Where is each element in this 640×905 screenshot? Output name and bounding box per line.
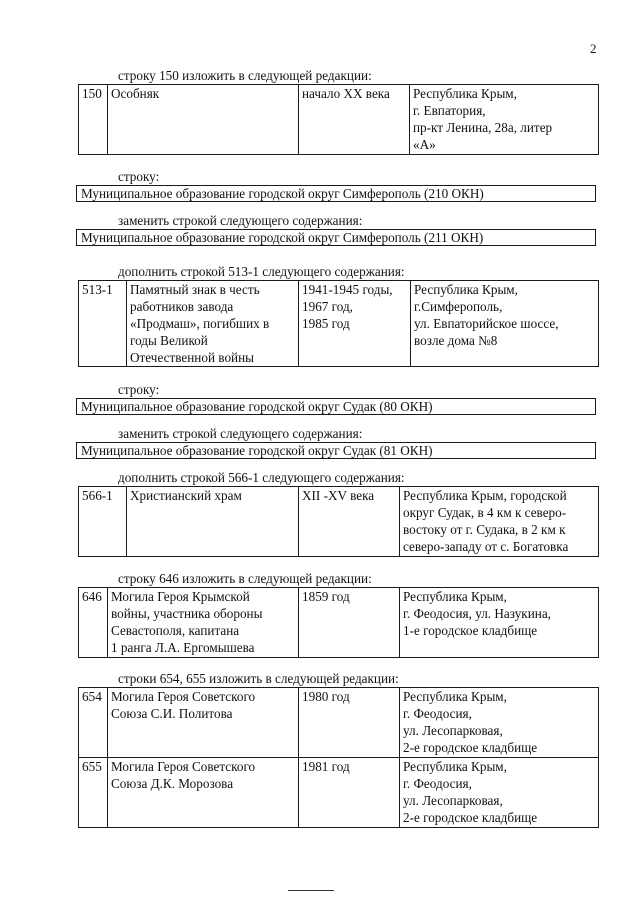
- intro-rows-654-655: строки 654, 655 изложить в следующей редакции:: [118, 671, 399, 686]
- sudak-new-line: Муниципальное образование городской округ Судак (81 ОКН): [76, 442, 596, 459]
- cell-date: начало XX века: [299, 85, 410, 155]
- simferopol-new-line: Муниципальное образование городской округ Симферополь (211 ОКН): [76, 229, 596, 246]
- cell-number: 566-1: [79, 487, 127, 557]
- cell-name: Христианский храм: [127, 487, 299, 557]
- table-row: [79, 487, 599, 557]
- intro-row-566-1: дополнить строкой 566-1 следующего содержания:: [118, 470, 405, 485]
- sudak-old-line: Муниципальное образование городской округ Судак (80 ОКН): [76, 398, 596, 415]
- intro-row-150: строку 150 изложить в следующей редакции:: [118, 68, 372, 83]
- intro-sudak-old: строку:: [118, 382, 160, 397]
- cell-location: Республика Крым, г. Феодосия, ул. Лесопарковая, 2-е городское кладбище: [400, 688, 599, 758]
- table-row: [79, 281, 599, 367]
- cell-name: Могила Героя Крымской войны, участника обороны Севастополя, капитана 1 ранга Л.А. Ергомышева: [108, 588, 299, 658]
- table-row: [79, 688, 599, 758]
- intro-simferopol-new: заменить строкой следующего содержания:: [118, 213, 363, 228]
- cell-name: Могила Героя Советского Союза С.И. Политова: [108, 688, 299, 758]
- cell-number: 150: [79, 85, 108, 155]
- table-row-150: [78, 84, 599, 155]
- cell-date: 1859 год: [299, 588, 400, 658]
- cell-location: Республика Крым, г.Симферополь, ул. Евпаторийское шоссе, возле дома №8: [411, 281, 599, 367]
- cell-name: Памятный знак в честь работников завода «Продмаш», погибших в годы Великой Отечественной войны: [127, 281, 299, 367]
- cell-location: Республика Крым, г. Феодосия, ул. Назукина, 1-е городское кладбище: [400, 588, 599, 658]
- cell-location: Республика Крым, городской округ Судак, в 4 км к северо- востоку от г. Судака, в 2 км к северо-западу от с. Богатовка: [400, 487, 599, 557]
- cell-number: 654: [79, 688, 108, 758]
- table-row: [79, 758, 599, 828]
- cell-number: 646: [79, 588, 108, 658]
- cell-location: Республика Крым, г. Евпатория, пр-кт Ленина, 28а, литер «А»: [410, 85, 599, 155]
- table-row-566-1: [78, 486, 599, 557]
- table-row-646: [78, 587, 599, 658]
- intro-sudak-new: заменить строкой следующего содержания:: [118, 426, 363, 441]
- table-rows-654-655: [78, 687, 599, 828]
- cell-date: 1981 год: [299, 758, 400, 828]
- footer-divider: [288, 890, 334, 891]
- table-row: [79, 588, 599, 658]
- cell-date: XII -XV века: [299, 487, 400, 557]
- cell-date: 1941-1945 годы, 1967 год, 1985 год: [299, 281, 411, 367]
- cell-location: Республика Крым, г. Феодосия, ул. Лесопарковая, 2-е городское кладбище: [400, 758, 599, 828]
- cell-name: Особняк: [108, 85, 299, 155]
- cell-number: 655: [79, 758, 108, 828]
- cell-date: 1980 год: [299, 688, 400, 758]
- page-number: 2: [590, 41, 597, 56]
- intro-row-646: строку 646 изложить в следующей редакции:: [118, 571, 372, 586]
- simferopol-old-line: Муниципальное образование городской округ Симферополь (210 ОКН): [76, 185, 596, 202]
- table-row: [79, 85, 599, 155]
- intro-row-513-1: дополнить строкой 513-1 следующего содержания:: [118, 264, 405, 279]
- cell-number: 513-1: [79, 281, 127, 367]
- intro-simferopol-old: строку:: [118, 169, 160, 184]
- table-row-513-1: [78, 280, 599, 367]
- cell-name: Могила Героя Советского Союза Д.К. Морозова: [108, 758, 299, 828]
